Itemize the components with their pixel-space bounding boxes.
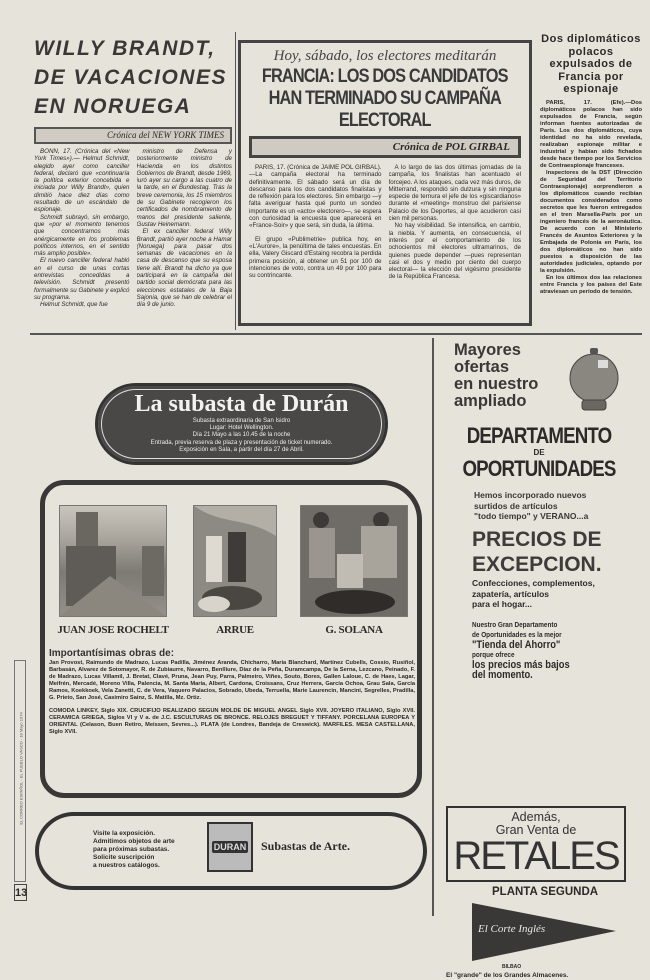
center-article-body xyxy=(249,164,521,342)
ad-line: "Tienda del Ahorro" xyxy=(472,639,561,651)
ad-line: los precios más bajos xyxy=(472,659,570,671)
footer-text xyxy=(93,830,175,870)
figures-image xyxy=(194,506,276,616)
paragraph: Inspectores de la DST (Dirección de Seguridad del Territorio Contraespionaje) sorprendieron a los diplomáticos cuando recibían documentos considerados como secretos que les fueron entregados en el tren Marsella-París por un ingeniero francés de la aeronáutica. De acuerdo con el Ministerio Francés de Asuntos Exteriores y la Embajada de Polonia en París, los dos diplomáticos no han sido puestos a disposición de las autoridades judiciales, optando por la expulsión. xyxy=(540,169,642,274)
logo-text: DURAN xyxy=(213,842,247,852)
duran-title: La subasta de Durán xyxy=(134,391,349,417)
planta-segunda: PLANTA SEGUNDA xyxy=(492,886,599,898)
painting-rochelt xyxy=(59,505,167,617)
ad-nuestro xyxy=(472,620,570,680)
ad-line: EXCEPCION. xyxy=(472,553,602,576)
center-article-col2 xyxy=(389,164,522,342)
paragraph: BONN, 17. (Crónica del «New York Times»).— Helmut Schmidt, elegido ayer como canciller federal, declaró que «continuaría la política exterior concebida e iniciada por Willy Brandt», quien dimitió hace diez días como resultado de un escándalo de espionaje. xyxy=(34,148,130,214)
banner-line: Exposición en Sala, a partir del día 27 de Abril. xyxy=(179,446,304,453)
center-article-headline: FRANCIA: LOS DOS CANDIDATOS HAN TERMINADO SU CAMPAÑA ELECTORAL xyxy=(262,66,508,131)
footer-line: Admitimos objetos de arte xyxy=(93,838,175,845)
center-article-byline: Crónica de POL GIRBAL xyxy=(249,136,521,158)
footer-line: para próximas subastas. xyxy=(93,846,170,853)
center-article xyxy=(238,40,532,326)
ad-line: surtidos de artículos xyxy=(474,500,558,511)
ad-line: porque ofrece xyxy=(472,650,515,659)
left-article xyxy=(34,34,234,330)
footer-line: Visite la exposición. xyxy=(93,830,156,837)
retales-text: RETALES xyxy=(453,834,619,878)
ad-department: DEPARTAMENTO xyxy=(466,423,612,448)
piggy-bank-icon xyxy=(564,346,624,414)
ad-line: Confecciones, complementos, xyxy=(472,578,595,588)
duran-auction-banner xyxy=(95,383,388,465)
paragraph: No hay visibilidad. Se intensifica, en cambio, la niebla. Y aumenta, en consecuencia, el interés por el comportamiento de los ochocientos mil electores ultramarinos, de quienes puede depender —pues representan casi el dos y medio por ciento del cuerpo electoral— la elección del vigésimo presidente de la República Francesa. xyxy=(388,222,521,281)
ad-line: zapatería, artículos xyxy=(472,588,550,599)
right-article xyxy=(540,33,642,330)
banner-line: Día 21 Mayo a las 10.45 de la noche xyxy=(192,432,291,439)
town-scene-image xyxy=(60,506,166,616)
center-article-col1 xyxy=(249,164,382,342)
center-article-kicker: Hoy, sábado, los electores meditarán xyxy=(273,48,497,64)
left-article-body xyxy=(34,148,232,330)
page-number: 13 xyxy=(14,884,27,901)
ad-intro xyxy=(454,342,538,410)
ad-hemos xyxy=(474,490,588,522)
artist-label: JUAN JOSE ROCHELT xyxy=(57,624,169,636)
paragraph: Schmidt subrayó, sin embargo, que «por el momento tenemos que concentrarnos más enérgicamente en los problemas políticos internos, en el sentido más amplio posible». xyxy=(34,213,130,258)
corte-ingles-pennant xyxy=(466,903,618,963)
intro-line: ofertas xyxy=(454,358,510,376)
tagline: El "grande" de los Grandes Almacenes. xyxy=(446,972,569,979)
duran-slogan: Subastas de Arte. xyxy=(261,839,351,853)
ad-line: Hemos incorporado nuevos xyxy=(474,490,587,500)
right-article-body xyxy=(540,100,642,331)
paragraph: En los últimos dos las relaciones entre Francia y los países del Este atraviesan un período de tensión. xyxy=(540,274,642,295)
section-rule xyxy=(30,333,642,335)
banner-line: Entrada, previa reserva de plaza y presentación de ticket numerado. xyxy=(150,439,333,446)
retales-box xyxy=(446,806,626,882)
corte-ingles-ad xyxy=(432,338,642,979)
city: BILBAO xyxy=(502,964,522,970)
ad-line: PRECIOS DE xyxy=(472,528,602,551)
left-article-byline: Crónica del NEW YORK TIMES xyxy=(34,127,232,144)
banner-line: Lugar: Hotel Wellington. xyxy=(209,425,274,432)
painting-arrue xyxy=(193,505,277,617)
corte-ingles-logo: El Corte Inglés xyxy=(478,923,546,935)
objects-list: COMODA LINKEY, Siglo XIX. CRUCIFIJO REALIZADO SEGUN MOLDE DE MIGUEL ANGEL Siglo XVII. JOYERO ITALIANO, Siglo XVII. CERAMICA GRIEGA, Siglos VI y V a. de J.C. ESCULTURAS DE BRONCE. RELOJES BREGUET Y TIFFANY. PORCELANA EUROPEA Y ORIENTAL (Celason, Buen Retiro, Meissen, Sevres...). PLATA (de Londres, Bandeja de Creswick). MARFILES. MESA CASTELLANA, Siglo XVII. xyxy=(49,708,415,735)
margin-strip xyxy=(14,660,26,882)
artist-label: ARRUE xyxy=(216,624,254,636)
ad-line: "todo tiempo" y VERANO...a xyxy=(474,511,589,521)
paragraph: PARIS, 17. (Efe).—Dos diplomáticos polacos han sido expulsados de Francia, según informan fuentes autorizadas de París. Los dos diplomáticos, cuya identidad no ha sido revelada, realizaban espionaje militar e industrial y habían sido fichados desde hace tiempo por los Servicios de Contraespionaje franceses. xyxy=(540,99,642,169)
ad-confecciones xyxy=(472,578,595,610)
ad-oportunidades: OPORTUNIDADES xyxy=(462,456,616,481)
painting-solana xyxy=(300,505,408,617)
left-article-col1 xyxy=(34,148,130,330)
ad-line: Además, xyxy=(511,810,561,824)
banner-line: Subasta extraordinaria de San Isidro xyxy=(192,418,291,424)
paragraph: Helmut Schmidt, que fue xyxy=(40,301,108,309)
crowd-image xyxy=(301,506,407,616)
intro-line: Mayores xyxy=(454,341,521,359)
paragraph: PARIS, 17. (Crónica de JAIME POL GIRBAL).—La campaña electoral ha terminado definitivamente. El sábado será un día de descanso para los dos candidatos finalistas y de reflexión para los electores. Sin embargo —y falta averiguar hasta qué punto un sondeo importante es un «acto» electorero—, se espera con curiosidad la encuesta que aparecerá en «France-Soir» y que será, sin duda, la última. xyxy=(249,164,382,230)
ad-line: Nuestro Gran Departamento xyxy=(472,620,558,629)
ad-line: para el hogar... xyxy=(472,599,532,609)
ad-line: Gran Venta de xyxy=(495,823,577,837)
paragraph: El nuevo canciller federal habló en el curso de unas cortas entrevistas concedidas a televisión. Schmidt presentó formalmente su Gabinete y explicó su programa. xyxy=(34,257,130,301)
ad-precios xyxy=(472,527,602,577)
intro-line: ampliado xyxy=(454,392,527,410)
intro-line: en nuestro xyxy=(454,375,539,393)
ad-line: del momento. xyxy=(472,669,533,681)
works-section xyxy=(49,648,415,736)
footer-line: Solicite suscripción xyxy=(93,854,155,861)
artist-label: G. SOLANA xyxy=(325,624,383,636)
duran-logo xyxy=(207,822,253,872)
paragraph: A lo largo de las dos últimas jornadas de la campaña, los finalistas han acentuado el forcejeo. A los ataques, cada vez más duros, de Mitterrand, respondió sin dulzura y sin ninguna especie de ternura el jefe de los «giscardianos» durante el «meeting» monstruo del parisiense Palacio de los Deportes, al que acudieron casi cien mil personas. xyxy=(388,164,521,223)
paragraph: El ex canciller federal Willy Brandt, partió ayer noche a Hamar (Noruega) para pasar dos semanas de vacaciones en la casa de descanso que su esposa tiene allí. Brandt ha dicho ya que participará en la campaña del partido social demócrata para las elecciones estatales de la Baja Sajonia, que se han de celebrar el día 9 de junio. xyxy=(136,228,232,309)
paragraph: ministro de Defensa y posteriormente ministro de Hacienda en los distintos Gobiernos de Brandt, desde 1969, juró ayer su cargo a las cuatro de la tarde, en el Bundestag. Tras la breve ceremonia, los 15 miembros de su Gabinete recogieron los certificados de nombramiento de manos del presidente saliente, Gustav Heinemann. xyxy=(136,148,232,228)
margin-publication-text: EL CORREO ESPAÑOL - EL PUEBLO VASCO - 18 Mayo 1974 xyxy=(18,712,24,825)
duran-footer-ad xyxy=(35,812,427,890)
duran-auction-catalog xyxy=(40,480,422,798)
works-list: Jan Provost, Raimundo de Madrazo, Lucas Padilla, Jiménez Aranda, Chicharro, María Blanchard, Martínez Cubells, Cossío, Rusiñol, Barbasán, Alvarez de Sotomayor, R. de Zubiaurre, Navarro, Benlliure, Díaz de la Peña, Duramcampa, De la Serna, Lezcano, Peinado, F. de Madrazo, Lucas Villamil, J. Bretat, Clavé, Pruna, Jean Puy, Parra, Palmeiro, Viñes, Souto, Bores, Gallen Laloue, C. de Haes, Lagar, Meifrén, Mercadé, Moreno Villa, Palencia, M. Santa María, Albert, Cardona, Croissans, Cruz Herrera, García Ochoa, Grau Sala, García Ramos, Koekkoek, Vela Zanetti, C. de Vera, Vaquero Palacios, Sobrado, Ubeda, Terruella, Marie Laurencin, Mancini, Segrelles, Pradilla, G. Prieto, San José, Casimiro Sainz, S. Matilla, Mz. Ortiz. xyxy=(49,660,415,701)
ad-line: de Oportunidades es la mejor xyxy=(472,630,562,639)
ad-de: DE xyxy=(533,448,545,457)
left-article-headline: WILLY BRANDT, DE VACACIONES EN NORUEGA xyxy=(34,37,227,118)
right-article-headline: Dos diplomáticos polacos expulsados de Francia por espionaje xyxy=(541,33,641,95)
column-divider xyxy=(235,32,236,330)
works-heading: Importantísimas obras de: xyxy=(49,648,175,659)
footer-line: a nuestros catálogos. xyxy=(93,862,160,869)
paragraph: El grupo «Publimetrie» publica hoy, en «L'Aurore», la penúltima de tales encuestas. En ella, Valery Giscard d'Estaing recobra la perdida primera posición, al obtener un 51 por 100 de intenciones de voto, contra un 49 por 100 para su contrincante. xyxy=(249,235,382,280)
left-article-col2 xyxy=(137,148,233,330)
